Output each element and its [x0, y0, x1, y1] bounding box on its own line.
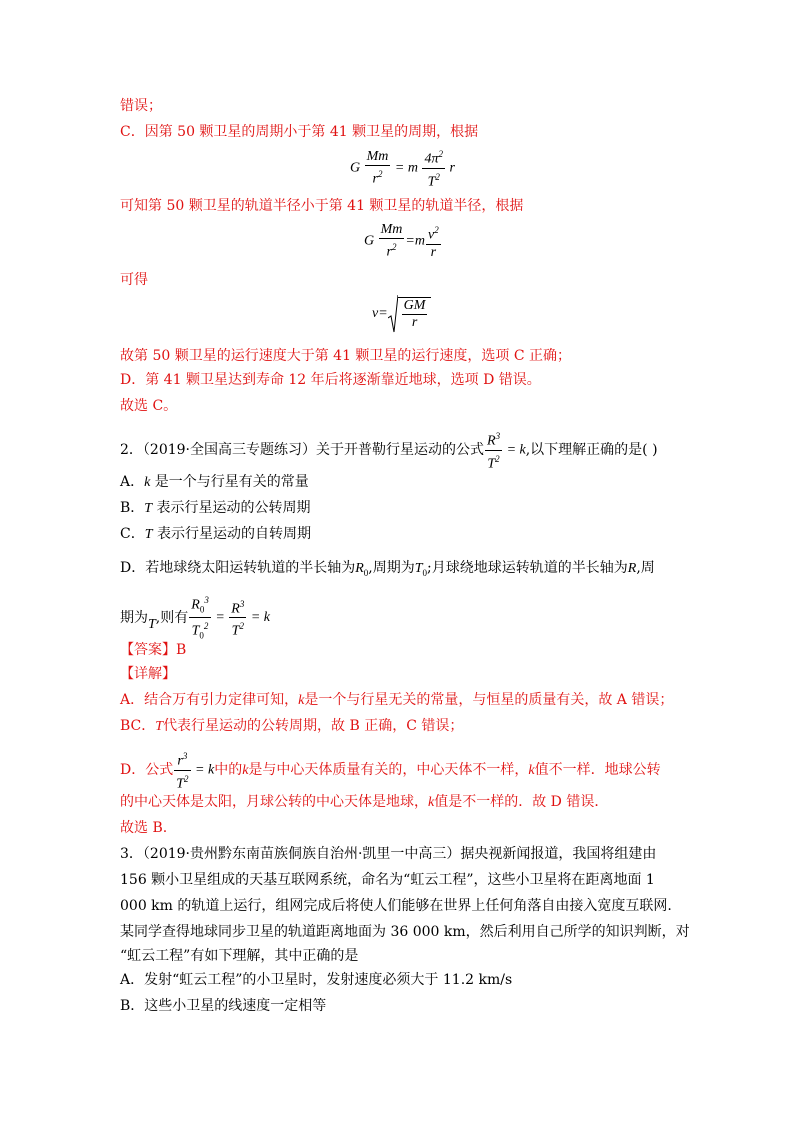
text-line: D．第 41 颗卫星达到寿命 12 年后将逐渐靠近地球，选项 D 错误。 [120, 372, 541, 388]
question-2-option-d: D．若地球绕太阳运转轨道的半长轴为$R_0$,周期为$T_0$;月球绕地球运转轨道的半长轴为R,周 [120, 560, 655, 578]
explanation-a: A．结合万有引力定律可知，k是一个与行星无关的常量，与恒星的质量有关，故 A 错误； [120, 692, 674, 708]
text-line: 故选 C。 [120, 398, 178, 414]
explanation-d: D．公式 $\frac{r^3}{T^2}$ = k中的k是与中心天体质量有关的，中心天体不一样，k值不一样．地球公转 [120, 748, 661, 792]
conclusion: 故选 B. [120, 820, 168, 836]
sqrt-sign-icon [388, 294, 398, 334]
question-2-option-b: B．T 表示行星运动的公转周期 [120, 500, 311, 516]
explanation-bc: BC．T代表行星运动的公转周期，故 B 正确，C 错误； [120, 718, 464, 734]
explanation-d-cont: 的中心天体是太阳，月球公转的中心天体是地球，k值是不一样的．故 D 错误． [120, 794, 609, 810]
question-3-line: 156 颗小卫星组成的天基互联网系统，命名为“虹云工程”，这些小卫星将在距离地面 1 [120, 872, 655, 888]
formula-gravitation-velocity: G $\frac{Mm}{r^2}$ =m $\frac{v^2}{r}$ [364, 222, 439, 260]
formula-gravitation-period: G $\frac{Mm}{r^2}$ = m $\frac{4\pi^2}{T^2}$ r [350, 146, 455, 190]
question-3-line: 某同学查得地球同步卫星的轨道距离地面为 36 000 km，然后利用自己所学的知识判断，对 [120, 924, 690, 940]
text-line: 可知第 50 颗卫星的轨道半径小于第 41 颗卫星的轨道半径，根据 [120, 198, 524, 214]
text-line: 错误； [120, 98, 162, 114]
question-2-option-a: A．k 是一个与行星有关的常量 [120, 474, 309, 490]
answer-label: 【答案】B [120, 642, 187, 658]
detail-label: 【详解】 [120, 666, 176, 682]
formula-velocity-sqrt: v= $\frac{GM}{r}$ [372, 294, 431, 334]
question-3-line: 000 km 的轨道上运行，组网完成后将使人们能够在世界上任何角落自由接入宽度互联网. [120, 898, 672, 914]
text-line: 可得 [120, 272, 148, 288]
question-3-option-a: A．发射“虹云工程”的小卫星时，发射速度必须大于 11.2 km/s [120, 972, 513, 988]
text-line: 故第 50 颗卫星的运行速度大于第 41 颗卫星的运行速度，选项 C 正确； [120, 348, 572, 364]
question-2-option-d-cont: 期为T,则有 $\frac{R_0^3}{T_0^2}$ = $\frac{R^3}{T^2}$ = k [120, 592, 270, 644]
question-2-stem: 2．（2019·全国高三专题练习）关于开普勒行星运动的公式 $\frac{R^3}{T^2}$ = k,以下理解正确的是( ) [120, 428, 658, 472]
question-3-line: 3．（2019·贵州黔东南苗族侗族自治州·凯里一中高三）据央视新闻报道，我国将组建由 [120, 846, 657, 862]
text-line: C．因第 50 颗卫星的周期小于第 41 颗卫星的周期，根据 [120, 124, 479, 140]
question-2-option-c: C．T 表示行星运动的自转周期 [120, 526, 311, 542]
question-3-line: “虹云工程”有如下理解，其中正确的是 [120, 948, 359, 964]
question-3-option-b: B．这些小卫星的线速度一定相等 [120, 998, 327, 1014]
